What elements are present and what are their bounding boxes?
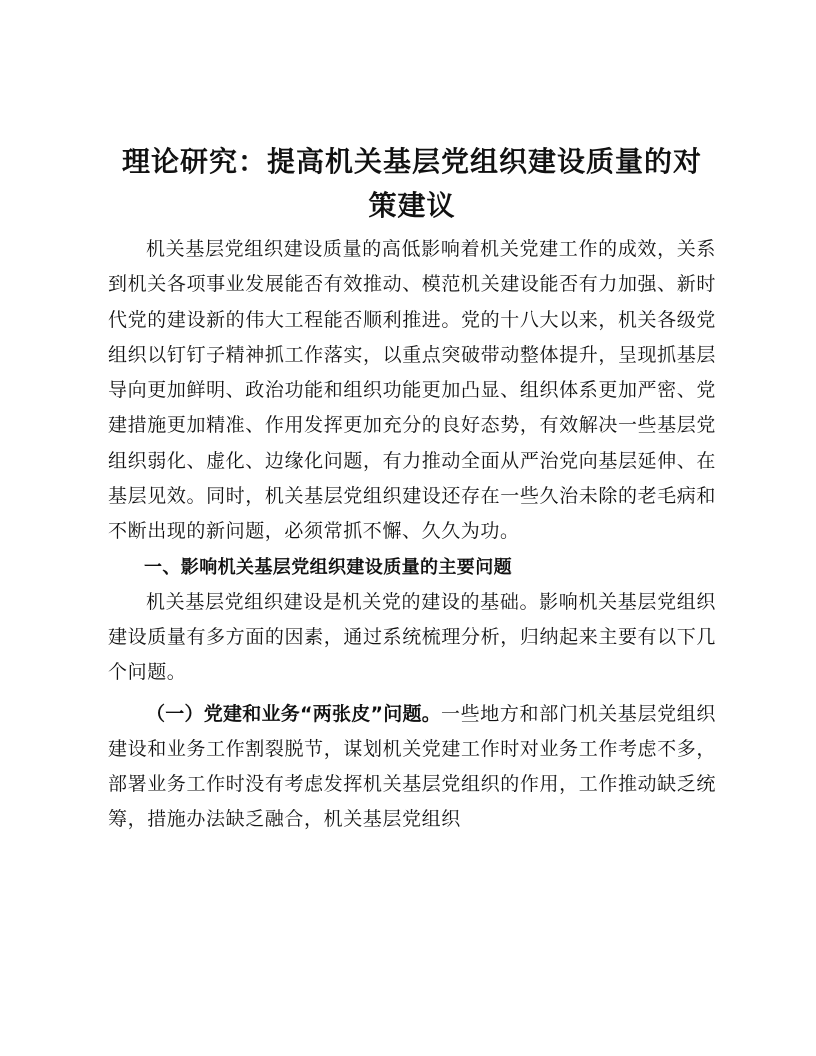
document-body [108, 232, 716, 838]
subsection-1-text: 一些地方和部门机关基层党组织建设和业务工作割裂脱节，谋划机关党建工作时对业务工作考虑不多，部署业务工作时没有考虑发挥机关基层党组织的作用，工作推动缺乏统筹，措施办法缺乏融合，机关基层党组织 [108, 702, 716, 831]
intro-paragraph: 机关基层党组织建设质量的高低影响着机关党建工作的成效，关系到机关各项事业发展能否有效推动、模范机关建设能否有力加强、新时代党的建设新的伟大工程能否顺利推进。党的十八大以来，机关各级党组织以钉钉子精神抓工作落实，以重点突破带动整体提升，呈现抓基层导向更加鲜明、政治功能和组织功能更加凸显、组织体系更加严密、党建措施更加精准、作用发挥更加充分的良好态势，有效解决一些基层党组织弱化、虚化、边缘化问题，有力推动全面从严治党向基层延伸、在基层见效。同时，机关基层党组织建设还存在一些久治未除的老毛病和不断出现的新问题，必须常抓不懈、久久为功。 [108, 238, 716, 543]
document-page [108, 140, 716, 838]
section-1-paragraph: 机关基层党组织建设是机关党的建设的基础。影响机关基层党组织建设质量有多方面的因素，通过系统梳理分析，归纳起来主要有以下几个问题。 [108, 590, 716, 684]
document-title-line-2: 策建议 [368, 189, 456, 222]
subsection-1-paragraph [108, 697, 716, 838]
subsection-1-heading: （一）党建和业务“两张皮”问题。 [146, 702, 441, 725]
section-1-heading: 一、影响机关基层党组织建设质量的主要问题 [144, 556, 512, 578]
document-title [108, 140, 716, 228]
document-title-line-1: 理论研究：提高机关基层党组织建设质量的对 [121, 145, 702, 178]
